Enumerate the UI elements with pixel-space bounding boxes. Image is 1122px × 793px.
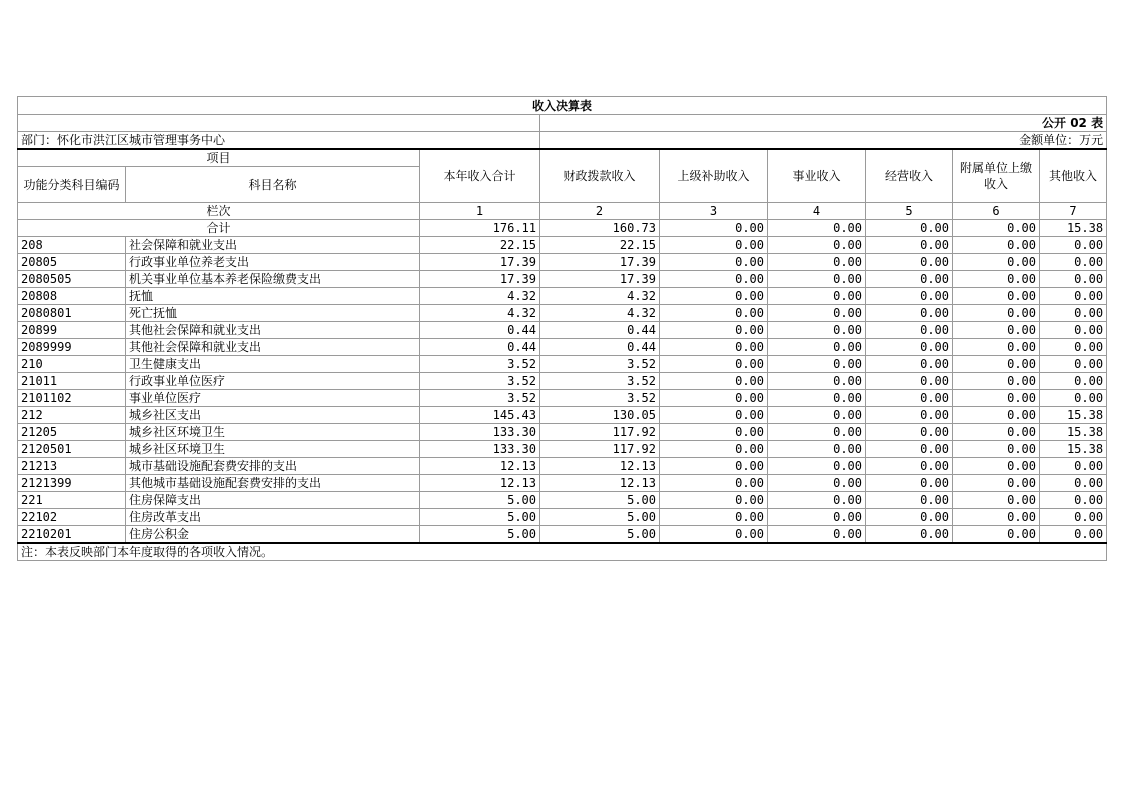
row-value: 3.52	[420, 390, 540, 407]
row-code: 21011	[18, 373, 126, 390]
row-value: 0.44	[540, 339, 660, 356]
row-value: 0.00	[953, 492, 1040, 509]
header-fiscal: 财政拨款收入	[540, 149, 660, 203]
row-value: 130.05	[540, 407, 660, 424]
total-value: 176.11	[420, 220, 540, 237]
row-value: 0.00	[953, 441, 1040, 458]
row-name: 机关事业单位基本养老保险缴费支出	[126, 271, 420, 288]
row-value: 0.00	[660, 288, 768, 305]
row-value: 0.00	[866, 407, 953, 424]
column-number: 2	[540, 203, 660, 220]
row-value: 0.00	[768, 441, 866, 458]
table-row	[18, 458, 1107, 475]
row-code: 2089999	[18, 339, 126, 356]
row-value: 0.00	[1040, 305, 1107, 322]
row-name: 抚恤	[126, 288, 420, 305]
table-row	[18, 271, 1107, 288]
row-value: 0.00	[953, 390, 1040, 407]
row-value: 4.32	[540, 288, 660, 305]
row-name: 城乡社区环境卫生	[126, 441, 420, 458]
row-value: 17.39	[540, 254, 660, 271]
row-value: 0.00	[866, 424, 953, 441]
table-row	[18, 475, 1107, 492]
row-value: 0.00	[1040, 254, 1107, 271]
row-name: 行政事业单位医疗	[126, 373, 420, 390]
row-value: 17.39	[420, 254, 540, 271]
table-row	[18, 288, 1107, 305]
row-value: 0.00	[1040, 390, 1107, 407]
row-code: 20805	[18, 254, 126, 271]
row-value: 0.00	[660, 526, 768, 544]
row-name: 死亡抚恤	[126, 305, 420, 322]
table-row	[18, 305, 1107, 322]
table-row	[18, 339, 1107, 356]
footnote: 注：本表反映部门本年度取得的各项收入情况。	[18, 543, 1107, 561]
column-number: 7	[1040, 203, 1107, 220]
row-name: 事业单位医疗	[126, 390, 420, 407]
row-code: 21213	[18, 458, 126, 475]
row-value: 0.00	[1040, 271, 1107, 288]
row-value: 3.52	[540, 390, 660, 407]
header-superior: 上级补助收入	[660, 149, 768, 203]
row-value: 0.00	[660, 305, 768, 322]
row-value: 22.15	[420, 237, 540, 254]
row-value: 5.00	[420, 509, 540, 526]
column-number-label: 栏次	[18, 203, 420, 220]
row-value: 0.00	[953, 458, 1040, 475]
row-value: 0.00	[953, 475, 1040, 492]
total-value: 15.38	[1040, 220, 1107, 237]
row-value: 0.00	[660, 356, 768, 373]
total-value: 0.00	[768, 220, 866, 237]
table-row	[18, 424, 1107, 441]
row-value: 0.00	[953, 322, 1040, 339]
row-value: 0.00	[660, 458, 768, 475]
row-name: 住房保障支出	[126, 492, 420, 509]
row-name: 行政事业单位养老支出	[126, 254, 420, 271]
row-value: 145.43	[420, 407, 540, 424]
row-value: 0.00	[866, 356, 953, 373]
row-value: 0.00	[660, 475, 768, 492]
row-value: 0.00	[953, 305, 1040, 322]
row-value: 0.00	[866, 288, 953, 305]
row-value: 0.00	[953, 288, 1040, 305]
row-value: 0.00	[866, 305, 953, 322]
row-value: 0.00	[768, 373, 866, 390]
header-name: 科目名称	[126, 167, 420, 203]
header-code: 功能分类科目编码	[18, 167, 126, 203]
column-number: 3	[660, 203, 768, 220]
row-value: 0.00	[953, 237, 1040, 254]
row-value: 0.00	[866, 441, 953, 458]
row-value: 0.00	[660, 492, 768, 509]
row-value: 0.00	[768, 458, 866, 475]
row-value: 0.00	[768, 475, 866, 492]
row-value: 133.30	[420, 441, 540, 458]
table-row	[18, 373, 1107, 390]
header-affiliated: 附属单位上缴收入	[953, 149, 1040, 203]
row-value: 0.00	[768, 322, 866, 339]
row-value: 5.00	[540, 492, 660, 509]
header-item: 项目	[18, 149, 420, 167]
row-value: 15.38	[1040, 424, 1107, 441]
row-code: 21205	[18, 424, 126, 441]
row-value: 133.30	[420, 424, 540, 441]
table-row	[18, 254, 1107, 271]
row-value: 0.00	[660, 339, 768, 356]
header-business: 事业收入	[768, 149, 866, 203]
unit-label: 金额单位：万元	[540, 132, 1107, 150]
table-title: 收入决算表	[18, 97, 1107, 115]
row-value: 0.00	[866, 237, 953, 254]
row-value: 5.00	[420, 492, 540, 509]
row-value: 0.00	[660, 407, 768, 424]
row-code: 2121399	[18, 475, 126, 492]
column-number: 4	[768, 203, 866, 220]
header-total: 本年收入合计	[420, 149, 540, 203]
row-value: 0.00	[768, 407, 866, 424]
row-value: 0.00	[1040, 322, 1107, 339]
row-value: 0.00	[953, 424, 1040, 441]
row-value: 0.00	[660, 509, 768, 526]
row-name: 卫生健康支出	[126, 356, 420, 373]
row-value: 0.00	[866, 322, 953, 339]
row-value: 0.00	[953, 509, 1040, 526]
row-code: 221	[18, 492, 126, 509]
table-number: 公开 02 表	[540, 115, 1107, 132]
column-number: 5	[866, 203, 953, 220]
table-row	[18, 322, 1107, 339]
row-value: 0.00	[1040, 458, 1107, 475]
row-value: 0.00	[866, 271, 953, 288]
column-number-row	[18, 203, 1107, 220]
row-value: 0.00	[768, 254, 866, 271]
row-value: 0.00	[768, 492, 866, 509]
row-code: 20899	[18, 322, 126, 339]
row-value: 117.92	[540, 441, 660, 458]
row-code: 210	[18, 356, 126, 373]
table-row	[18, 237, 1107, 254]
row-value: 0.00	[953, 271, 1040, 288]
row-value: 0.00	[768, 288, 866, 305]
row-code: 20808	[18, 288, 126, 305]
row-value: 5.00	[540, 526, 660, 544]
row-value: 0.00	[1040, 288, 1107, 305]
row-name: 住房改革支出	[126, 509, 420, 526]
row-value: 0.00	[866, 492, 953, 509]
department-label: 部门：怀化市洪江区城市管理事务中心	[18, 132, 540, 150]
row-value: 12.13	[540, 458, 660, 475]
row-value: 0.00	[953, 407, 1040, 424]
row-value: 12.13	[420, 475, 540, 492]
row-value: 0.00	[660, 441, 768, 458]
header-other: 其他收入	[1040, 149, 1107, 203]
row-value: 0.00	[953, 356, 1040, 373]
row-value: 0.00	[1040, 356, 1107, 373]
row-value: 0.00	[660, 237, 768, 254]
row-name: 其他社会保障和就业支出	[126, 339, 420, 356]
row-value: 0.00	[866, 390, 953, 407]
row-code: 212	[18, 407, 126, 424]
row-value: 4.32	[420, 288, 540, 305]
column-number: 6	[953, 203, 1040, 220]
row-value: 0.00	[768, 509, 866, 526]
row-value: 4.32	[420, 305, 540, 322]
row-value: 0.00	[953, 254, 1040, 271]
table-row	[18, 526, 1107, 544]
header-operating: 经营收入	[866, 149, 953, 203]
row-value: 0.00	[866, 373, 953, 390]
row-value: 12.13	[540, 475, 660, 492]
row-value: 0.00	[953, 339, 1040, 356]
row-value: 0.00	[866, 254, 953, 271]
row-value: 0.44	[540, 322, 660, 339]
row-code: 208	[18, 237, 126, 254]
row-code: 2080505	[18, 271, 126, 288]
table-row	[18, 509, 1107, 526]
row-value: 0.00	[1040, 373, 1107, 390]
row-value: 0.00	[768, 339, 866, 356]
row-name: 城乡社区支出	[126, 407, 420, 424]
row-value: 3.52	[420, 356, 540, 373]
row-value: 0.00	[1040, 237, 1107, 254]
row-value: 0.00	[660, 254, 768, 271]
row-value: 0.00	[953, 373, 1040, 390]
row-value: 17.39	[540, 271, 660, 288]
row-value: 0.00	[768, 237, 866, 254]
table-row	[18, 441, 1107, 458]
blank-cell	[18, 115, 540, 132]
total-value: 160.73	[540, 220, 660, 237]
total-value: 0.00	[660, 220, 768, 237]
row-name: 城市基础设施配套费安排的支出	[126, 458, 420, 475]
row-value: 0.00	[768, 390, 866, 407]
row-code: 2120501	[18, 441, 126, 458]
table-row	[18, 356, 1107, 373]
row-value: 0.00	[1040, 339, 1107, 356]
table-row	[18, 492, 1107, 509]
row-value: 0.00	[953, 526, 1040, 544]
row-value: 0.44	[420, 322, 540, 339]
row-value: 0.00	[768, 424, 866, 441]
row-value: 0.00	[660, 424, 768, 441]
row-name: 住房公积金	[126, 526, 420, 544]
row-value: 15.38	[1040, 441, 1107, 458]
row-name: 社会保障和就业支出	[126, 237, 420, 254]
row-value: 17.39	[420, 271, 540, 288]
row-value: 0.00	[768, 356, 866, 373]
table-row	[18, 390, 1107, 407]
row-value: 3.52	[540, 356, 660, 373]
row-name: 其他社会保障和就业支出	[126, 322, 420, 339]
row-value: 0.00	[866, 526, 953, 544]
row-value: 117.92	[540, 424, 660, 441]
total-value: 0.00	[953, 220, 1040, 237]
row-value: 0.44	[420, 339, 540, 356]
row-value: 0.00	[660, 322, 768, 339]
row-value: 0.00	[768, 305, 866, 322]
row-value: 0.00	[660, 271, 768, 288]
total-label: 合计	[18, 220, 420, 237]
income-statement-table	[17, 96, 1107, 561]
row-code: 2101102	[18, 390, 126, 407]
row-value: 0.00	[1040, 509, 1107, 526]
row-name: 城乡社区环境卫生	[126, 424, 420, 441]
row-value: 0.00	[866, 458, 953, 475]
row-value: 0.00	[660, 373, 768, 390]
row-value: 0.00	[866, 475, 953, 492]
row-value: 0.00	[866, 339, 953, 356]
row-name: 其他城市基础设施配套费安排的支出	[126, 475, 420, 492]
row-code: 2080801	[18, 305, 126, 322]
row-code: 22102	[18, 509, 126, 526]
row-value: 22.15	[540, 237, 660, 254]
row-value: 4.32	[540, 305, 660, 322]
row-value: 0.00	[866, 509, 953, 526]
row-value: 0.00	[1040, 475, 1107, 492]
table-row	[18, 407, 1107, 424]
row-code: 2210201	[18, 526, 126, 544]
row-value: 0.00	[768, 526, 866, 544]
row-value: 0.00	[660, 390, 768, 407]
row-value: 5.00	[540, 509, 660, 526]
total-row	[18, 220, 1107, 237]
column-number: 1	[420, 203, 540, 220]
row-value: 0.00	[1040, 526, 1107, 544]
row-value: 5.00	[420, 526, 540, 544]
row-value: 0.00	[768, 271, 866, 288]
row-value: 3.52	[540, 373, 660, 390]
row-value: 0.00	[1040, 492, 1107, 509]
row-value: 3.52	[420, 373, 540, 390]
total-value: 0.00	[866, 220, 953, 237]
row-value: 15.38	[1040, 407, 1107, 424]
row-value: 12.13	[420, 458, 540, 475]
